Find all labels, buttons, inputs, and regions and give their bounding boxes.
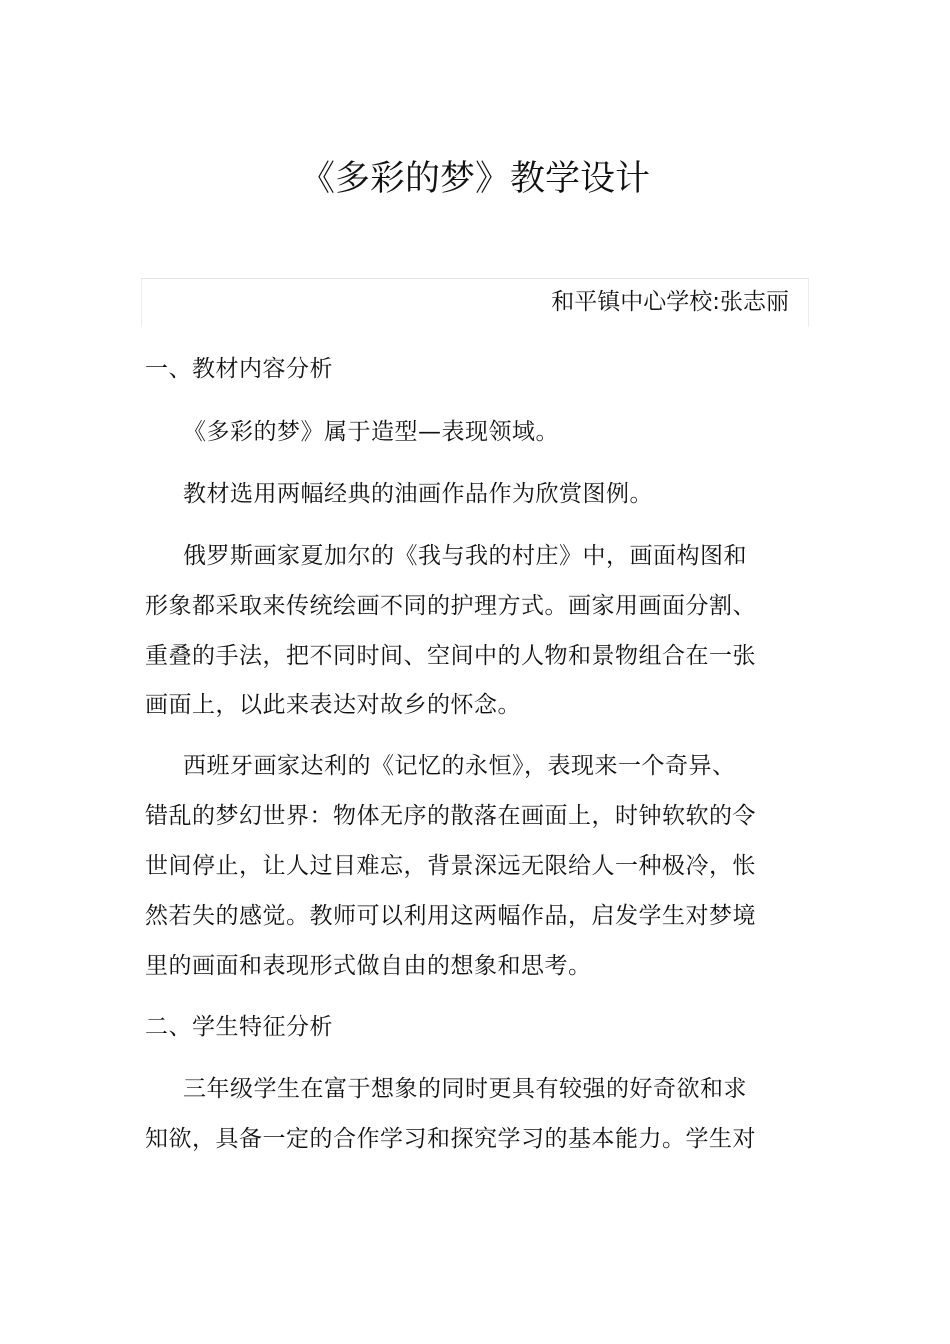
section-heading-materials: 一、教材内容分析 [145,356,333,382]
body-line: 重叠的手法，把不同时间、空间中的人物和景物组合在一张 [145,643,756,669]
body-line: 《多彩的梦》属于造型—表现领域。 [183,419,559,445]
body-line: 然若失的感觉。教师可以利用这两幅作品，启发学生对梦境 [145,903,756,929]
document-title: 《多彩的梦》教学设计 [299,159,650,199]
body-line: 画面上，以此来表达对故乡的怀念。 [145,692,521,718]
section-heading-students: 二、学生特征分析 [145,1014,333,1040]
body-line: 形象都采取来传统绘画不同的护理方式。画家用画面分割、 [145,593,756,619]
body-line: 里的画面和表现形式做自由的想象和思考。 [145,953,592,979]
body-line: 错乱的梦幻世界：物体无序的散落在画面上，时钟软软的令 [145,803,756,829]
body-line: 教材选用两幅经典的油画作品作为欣赏图例。 [183,481,653,507]
author-box [141,278,809,327]
body-line: 三年级学生在富于想象的同时更具有较强的好奇欲和求 [183,1076,747,1102]
body-line: 知欲，具备一定的合作学习和探究学习的基本能力。学生对 [145,1126,756,1152]
body-line: 西班牙画家达利的《记忆的永恒》，表现来一个奇异、 [183,753,736,779]
body-line: 俄罗斯画家夏加尔的《我与我的村庄》中，画面构图和 [183,543,747,569]
author-line: 和平镇中心学校:张志丽 [551,289,789,315]
body-line: 世间停止，让人过目难忘，背景深远无限给人一种极冷，怅 [145,853,756,879]
